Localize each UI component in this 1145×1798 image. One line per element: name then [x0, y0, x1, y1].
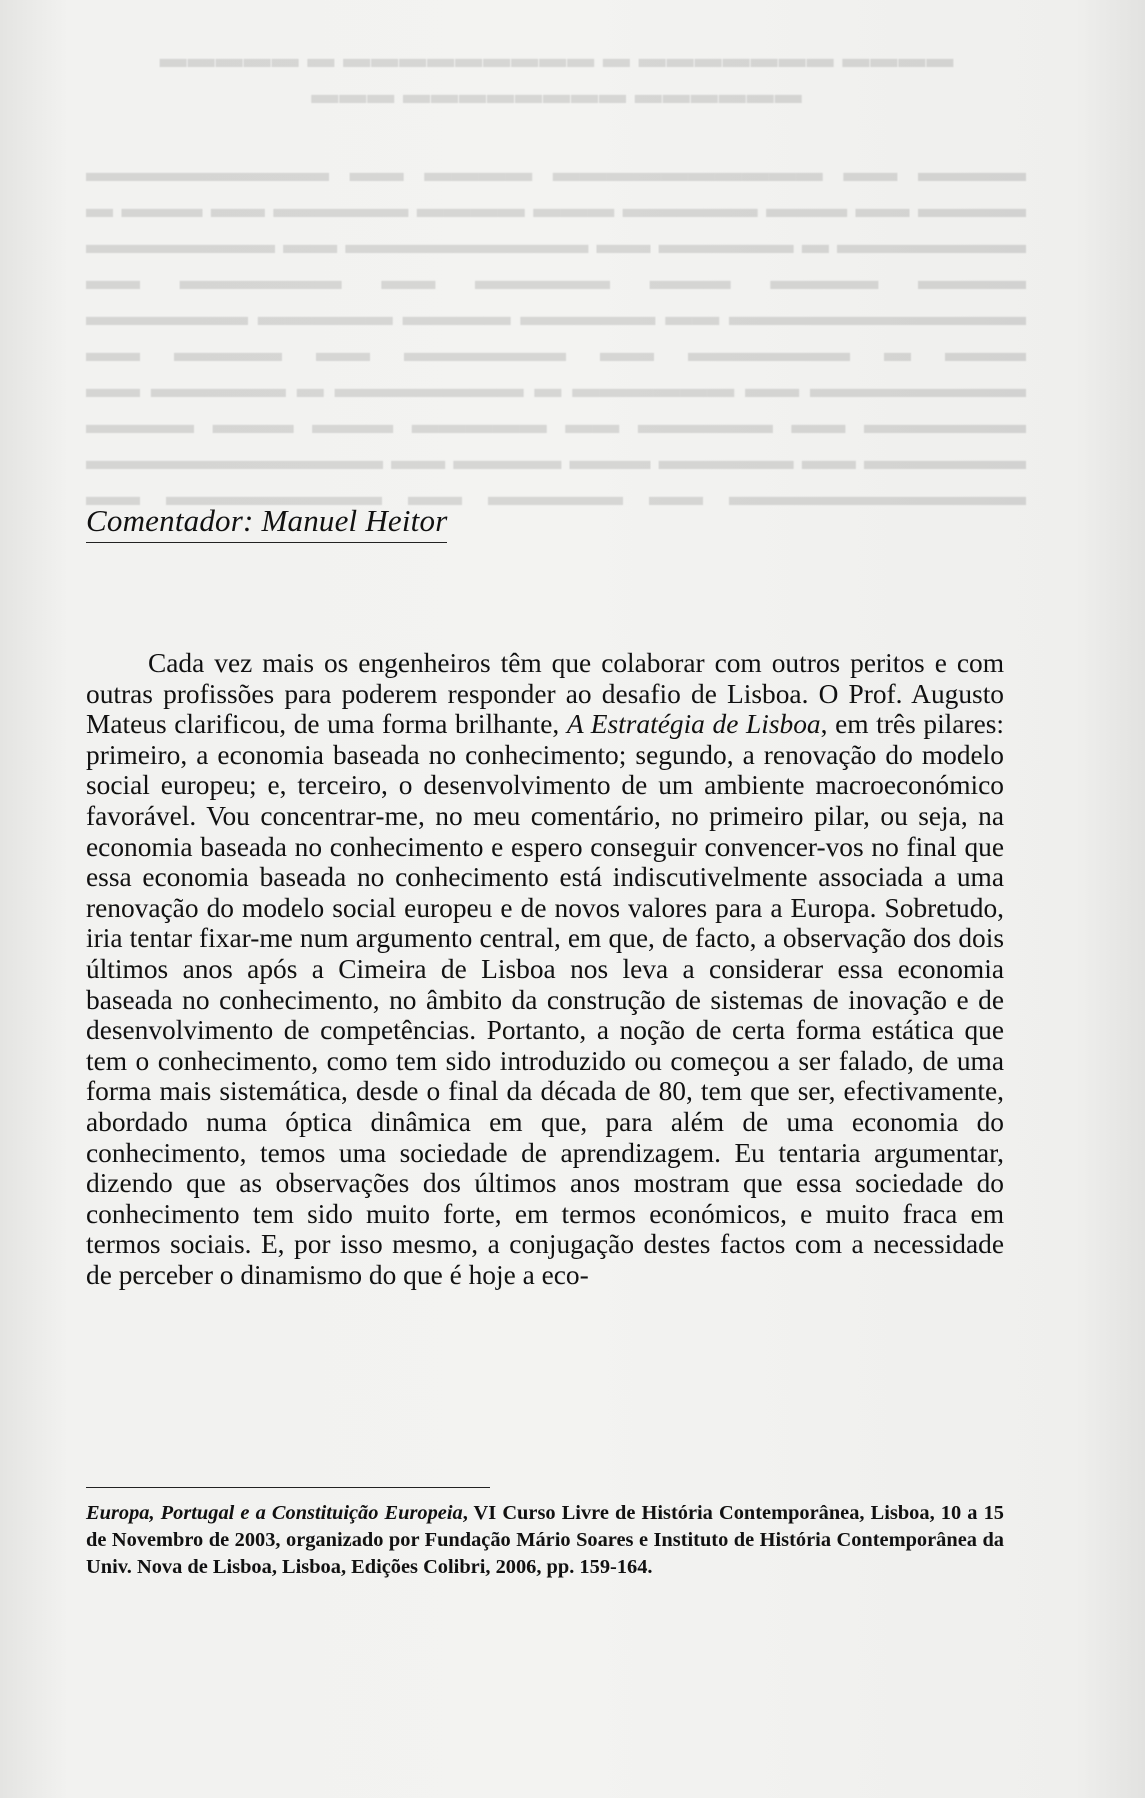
footnote-book-title: Europa, Portugal e a Constituição Europeia	[86, 1502, 463, 1524]
footnote-publication-details: , VI Curso Livre de História Contemporânea, Lisboa, 10 a 15 de Novembro de 2003, organizado por Fundação Mário Soares e Instituto de História Contemporânea da Univ. Nova de Lisboa, Lisboa, Edições Colibri, 2006, pp. 159-164.	[86, 1502, 1004, 1578]
strategy-title: A Estratégia de Lisboa	[566, 709, 821, 740]
commentator-heading: Comentador: Manuel Heitor	[86, 502, 447, 543]
reverse-side-bleed-through: ▬▬▬▬ ▬▬▬▬▬▬▬ ▬ ▬▬▬▬▬▬▬▬▬ ▬ ▬▬▬▬▬ ▬▬▬▬▬▬ ▬▬▬▬▬▬▬▬ ▬▬▬ ▬▬▬▬ ▬▬ ▬▬▬▬▬▬▬▬▬▬ ▬▬▬▬ ▬▬ ▬▬▬▬▬▬▬▬▬ ▬▬▬▬ ▬▬ ▬▬▬ ▬▬▬▬▬ ▬▬▬ ▬▬▬▬ ▬▬▬▬▬ ▬▬ ▬▬▬ ▬ ▬▬▬▬▬▬▬ ▬ ▬▬▬▬▬ ▬▬ ▬▬▬▬▬▬▬▬▬ ▬▬ ▬▬▬▬▬▬▬ ▬▬▬▬ ▬▬▬▬ ▬▬▬ ▬▬▬▬▬ ▬▬ ▬▬▬▬▬▬ ▬▬ ▬▬▬▬▬▬▬▬▬▬▬ ▬▬ ▬▬▬▬▬ ▬▬▬▬ ▬▬▬▬▬ ▬▬▬▬▬▬ ▬▬▬ ▬ ▬▬▬▬▬▬ ▬▬ ▬▬▬▬▬▬ ▬▬ ▬▬▬▬ ▬▬ ▬▬▬▬▬▬▬▬ ▬▬ ▬▬▬▬▬▬ ▬ ▬▬▬▬▬▬▬ ▬ ▬▬▬▬▬ ▬▬ ▬▬▬▬▬▬ ▬▬ ▬▬▬▬▬ ▬▬ ▬▬▬▬▬ ▬▬▬ ▬▬▬ ▬▬▬▬ ▬▬▬▬▬▬ ▬▬ ▬▬▬▬▬ ▬▬▬ ▬▬▬▬ ▬▬ ▬▬▬▬▬▬▬▬▬▬▬ ▬▬▬▬▬▬▬▬▬▬▬ ▬▬ ▬▬▬▬▬ ▬▬ ▬▬▬▬▬▬▬▬ ▬▬	[86, 43, 1026, 510]
body-text-part-1: Cada vez mais os engenheiros têm que colaborar com outros peritos e com outras profissões para poderem responder ao desafio de Lisboa. O Prof. Augusto Mateus clarificou, de uma forma brilhante,	[86, 648, 1004, 740]
commentary-body	[86, 648, 1004, 1290]
footnote-divider	[86, 1487, 490, 1488]
footnote	[86, 1500, 1004, 1581]
body-text-part-2: , em três pilares: primeiro, a economia baseada no conhecimento; segundo, a renovação do modelo social europeu; e, terceiro, o desenvolvimento de um ambiente macroeconómico favorável. Vou concentrar-me, no meu comentário, no primeiro pilar, ou seja, na economia baseada no conhecimento e espero conseguir convencer-vos no final que essa economia baseada no conhecimento está indiscutivelmente associada a uma renovação do modelo social europeu e de novos valores para a Europa. Sobretudo, iria tentar fixar-me num argumento central, em que, de facto, a observação dos dois últimos anos após a Cimeira de Lisboa nos leva a considerar essa economia baseada no conhecimento, no âmbito da construção de sistemas de inovação e de desenvolvimento de competências. Portanto, a noção de certa forma estática que tem o conhecimento, como tem sido introduzido ou começou a ser falado, de uma forma mais sistemática, desde o final da década de 80, tem que ser, efectivamente, abordado numa óptica dinâmica em que, para além de uma economia do conhecimento, temos uma sociedade de aprendizagem. Eu tentaria argumentar, dizendo que as observações dos últimos anos mostram que essa sociedade do conhecimento tem sido muito forte, em termos económicos, e muito fraca em termos sociais. E, por isso mesmo, a conjugação destes factos com a necessidade de perceber o dinamismo do que é hoje a eco-	[86, 709, 1004, 1290]
